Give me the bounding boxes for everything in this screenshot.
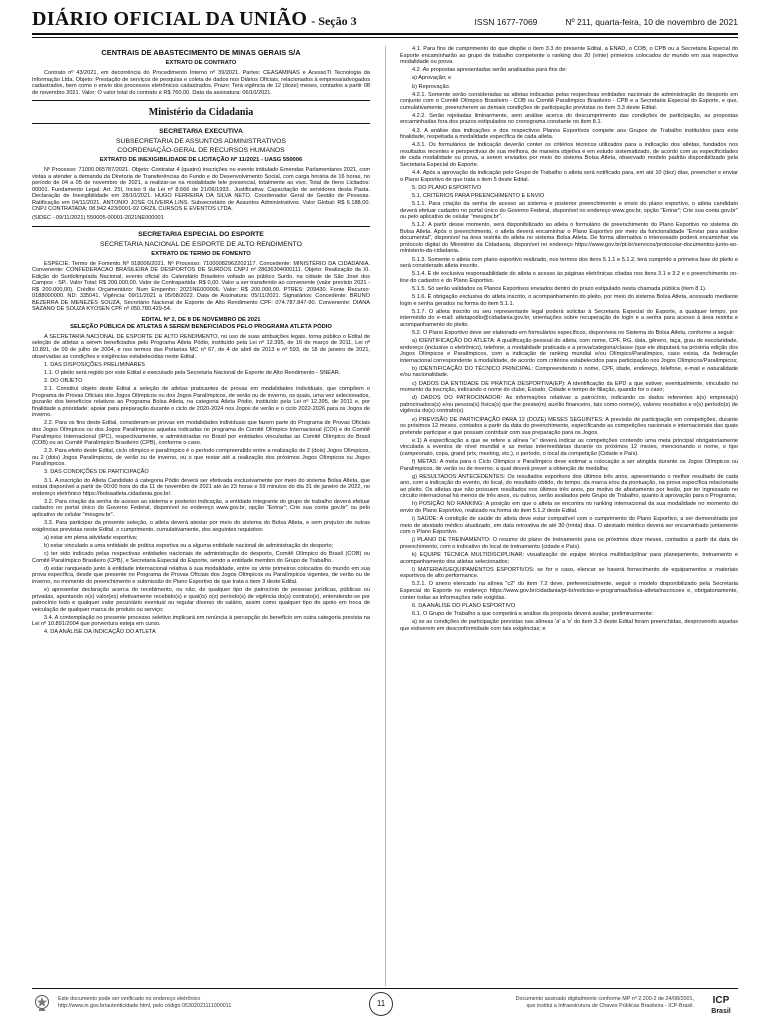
paragraph: k) EQUIPE TÉCNICA MULTIDISCIPLINAR: visualização de equipe técnica multidisciplinar para planejamento, treinamento e acompanhamento dos atletas selecionados;: [400, 552, 738, 565]
edition-date: Nº 211, quarta-feira, 10 de novembro de 2021: [565, 17, 738, 27]
heading-edital-subtitle: SELEÇÃO PÚBLICA DE ATLETAS A SEREM BENEFICIADOS PELO PROGRAMA ATLETA PÓDIO: [70, 323, 332, 330]
page-number: 11: [369, 992, 393, 1016]
footer: [32, 992, 738, 1018]
paragraph-termo-fomento: ESPÉCIE: Termo de Fomento Nº 918006/2021. Nº Processo: 71000082962202117. Concedente: MINISTÉRIO DA CIDADANIA. Convenente: CONFEDERACAO BRASILEIRA DE DESPORTOS DE SURDOS CNPJ nº 28636304000111. Objeto: Realização da XI. Edição do Surdolimpíada Nacional, evento oficial do Calendário Brasileiro voltado ao público Surdo, na cidade de São José dos Campos - SP.. Valor Total: R$ 200.000,00. Valor de Contrapartida: R$ 0,00. Valor a ser transferido ao convenente (valor previsto 2021 - R$ 200.000,00). Crédito Orçamentário: Num Empenho: 2021NE000006. Valor: R$ 200.000,00. PTRES: 209430. Fonte Recurso: 0188000000. ND: 335041. Vigência: 09/11/2021 a 05/08/2022. Data de Assinatura: 05/11/2021. Signatários: Concedente: BRUNO BEZERRA DE MENEZES SOUZA, Secretário Nacional de Esporte de Alto Rendimento CPF: 074.787.847-90. Convenente: DIANA SAZANO DE SOUZA KYOSEN CPF nº 050.780.429-54.: [32, 260, 370, 313]
paragraph: 3.1. A inscrição do Atleta Candidato à categoria Pódio deverá ser efetivada exclusivamente por meio do sistema Bolsa Atleta, que estará disponível a partir de 00:00 hora do dia 11 de novembro de 2021 até às 23 horas e 59 minutos do dia 31 de janeiro de 2022, no endereço eletrônico https://bolsaatleta.cidadania.gov.br/.: [32, 477, 370, 497]
masthead-rule-thin: [32, 37, 738, 38]
coat-of-arms-icon: [34, 994, 50, 1012]
paragraph: 2. DO OBJETO: [44, 378, 83, 384]
paragraph: i) SAÚDE: A condição de saúde do atleta deve estar compatível com o cumprimento do Plano Esportivo, a ser demonstrada por meio de atestado médico atualizado, em data retroativa de até 30 (trinta) dias. O atestado médico deverá ser encaminhado juntamente com o Plano Esportivo.: [400, 516, 738, 536]
paragraph: 3. DAS CONDIÇÕES DE PARTICIPAÇÃO: [44, 469, 149, 476]
footer-signature-note: [516, 996, 694, 1009]
paragraph: A SECRETARIA NACIONAL DE ESPORTE DE ALTO RENDIMENTO, no uso de suas atribuições legais, torna público o Edital de seleção de atletas a serem beneficiados pelo Programa Atleta Pódio, instituído pela Lei nº 12.395, de 16 de março de 2011, Lei nº 10.891, de 09 de julho de 2004, e nos termos das Portarias MC nº 67, de 4 de abril de 2013 e nº 593, de 18 de janeiro de 2021, observadas as condições e exigências estabelecidas neste Edital.: [32, 333, 370, 360]
paragraph: f) METAS: A meta para o Ciclo Olímpico e Paralímpico deve estimar a colocação a ser atingida durante os Jogos Olímpicos ou Paralímpicos, de verão ou de inverno, a qual deverá prever a obtenção de medalha;: [400, 459, 738, 472]
footer-rule: [32, 988, 738, 989]
heading-snear: SECRETARIA NACIONAL DE ESPORTE DE ALTO RENDIMENTO: [100, 240, 302, 248]
footer-verification: [58, 996, 231, 1009]
paragraph: 3.4. A contemplação no presente processo seletivo implicará em renúncia à percepção do benefício em outra categoria prevista na Lei nº 10.891/2004 que porventura esteja em curso.: [32, 614, 370, 628]
paragraph: j) PLANO DE TREINAMENTO: O resumo do plano de treinamento para os próximos doze meses, contados a partir da data do preenchimento, com o indicativo do local de treinamento (cidade e País).: [400, 537, 738, 550]
masthead: [32, 8, 738, 30]
paragraph: b) Reprovação.: [412, 83, 451, 90]
ministry-heading: Ministério da Cidadania: [148, 107, 254, 119]
paragraph-contrato: Contrato nº 43/2021, em decorrência do Procedimento Interno nº 39/2021. Partes: CEASAMINAS e AcessoTI Tecnologia da Informação Ltda. Objeto: Prestação de serviços de pesquisa e coleta de dados nos Diários Oficiais, relacionados à empresa/advogados cadastrados, bem como o envio dos processos eletrônicos cadastrados. Prazo: Terá vigência de 12 (doze) meses, contados a partir 08 de novembro 2021. Valor: O valor total do contrato é R$ 760,00. Data da assinatura: 06/10/2021.: [32, 70, 370, 96]
heading-inexigibilidade: EXTRATO DE INEXIGIBILIDADE DE LICITAÇÃO Nº 11/2021 - UASG 550006: [99, 157, 303, 164]
section-label: - Seção 3: [311, 14, 357, 28]
paragraph: 4.2. As propostas apresentadas serão analisadas para fins de:: [412, 67, 567, 74]
paragraph: d) estar ranqueado junto à entidade internacional relativa à sua modalidade, entre os vinte primeiros colocados do mundo em sua prova específica, desde que presente no Programa de Provas Oficiais dos Jogos Olímpicos ou Paralímpicos vigentes, de verão ou de inverno, no momento do preenchimento e submissão do Plano Esportivo de que trata o item 3 deste Edital.: [32, 565, 370, 585]
right-column: [400, 46, 738, 986]
paragraph: c) DADOS DA ENTIDADE DE PRÁTICA DESPORTIVA(EP): A identificação da EPD a que estiver, eventualmente, vinculado no momento da inscrição, indicando o nome do clube, Estado, Cidade e tempo de filiação, quando for o caso;: [400, 380, 738, 394]
paragraph: 4.3.1. Os formulários de indicação deverão conter os critérios técnicos utilizados para a indicação dos atletas, fundados nos resultados recentes e perspectivas de sua melhora, de maneira objetiva e em estudo sistematizado, de acordo com as especificidades de cada modalidade ou prova, a serem enviados por meio do sistema Bolsa Atleta, observado modelo padrão disponibilizado pela Secretaria Especial do Esporte.: [400, 142, 738, 168]
section-rule: [32, 100, 370, 101]
paragraph: a) IDENTIFICAÇÃO DO ATLETA: A qualificação pessoal do atleta, com nome, CPF, RG, data, gênero, raça, grau de escolaridade, endereço (inclusive o eletrônico), telefone, a modalidade praticada e a prova/categoria/classe (que ele disputará na próxima edição dos Jogos Olímpicos e Paralímpicos, com a indicação de ranking mundial e/ou Olímpico/Paralímpico, caso exista, da federação internacional correspondente à modalidade, de acordo com critérios estabelecidos para participação nos Jogos Olímpicos/Paralímpicos;: [400, 338, 738, 364]
heading-coordenacao: COORDENAÇÃO-GERAL DE RECURSOS HUMANOS: [117, 147, 285, 155]
paragraph: c) ter sido indicado pelas respectivas entidades nacionais de administração do desporto, Comitê Olímpico do Brasil (COB) ou Comitê Paralímpico Brasileiro (CPB), e Secretaria Especial do Esporte, sendo a entidade membro do Grupo de Trabalho.: [32, 551, 370, 564]
org-heading-ceasa: CENTRAIS DE ABASTECIMENTO DE MINAS GERAIS S/A: [101, 48, 301, 57]
paragraph-inexigibilidade: Nº Processo: 71000.065787/2021. Objeto: Contratar 4 (quatro) inscrições no evento intitulado Emendas Parlamentares 2021, com vistas a atender a demanda da Diretoria de Transferências do Fundo e do Desenvolvimento Social, com carga horária de 16 horas, no período de 04 a 05 de novembro de 2021, a realizar-se na modalidade tele presencial, totalmente ao vivo. Total de Itens Licitados: 00001. Fundamento Legal: Art. 25I, Inciso II da Lei nº 8.666 de 21/06/1993.. Justificativa: Capacitação de servidores desta Pasta. Declaração de Inexigibilidade em 28/10/2021. HUGO FERREIRA DA SILVA NETO. Coordenador Geral de Gestão de Pessoas. Ratificação em 04/11/2021. ANTONIO JOSE OLIVEIRA LINS. Subsecretário de Assuntos Administrativos. Valor Global: R$ 6.188,00. CNPJ CONTRATADA: 08.942.423/0001-92 ORZIL CURSOS E EVENTOS LTDA.: [32, 167, 370, 213]
footer-verification-line: Este documento pode ser verificado no endereço eletrônico: [58, 996, 201, 1002]
masthead-info: [475, 17, 738, 27]
paragraph: 1.1. O pleito será regido por este Edital e executado pela Secretaria Nacional de Esporte de Alto Rendimento - SNEAR.: [44, 369, 341, 376]
paragraph: 5.1.1. Para criação da senha de acesso ao sistema e posterior preenchimento e envio do plano esportivo, o atleta candidato deverá efetuar cadastro no portal único do Governo Federal, disponível no endereço www.gov.br, opção "Entrar"; Crie sua conta gov.br" ou pelo aplicativo de celular "meugov.br".: [400, 201, 738, 221]
section-rule: [32, 226, 370, 227]
paragraph: 5.2. O Plano Esportivo deve ser elaborado em formulários específicos, disponíveis no Sistema do Bolsa Atleta, conforme a seguir:: [412, 330, 735, 337]
heading-subsecretaria: SUBSECRETARIA DE ASSUNTOS ADMINISTRATIVOS: [116, 138, 286, 146]
paragraph: d) DADOS DO PATROCINADOR: As informações relativas a patrocínio, indicando os dados referentes à(s) empresa(s) patrocinadora(s) e/ou pessoa(s) física(s) que lhe preste(m) auxílio financeiro, tais como nome(s), valores recebidos e o(s) período(s) de vigência do(s) contrato(s).: [400, 395, 738, 415]
paragraph: a) estar em plena atividade esportiva;: [44, 534, 138, 541]
paragraph: a) se as condições de participação previstas nas alíneas 'a' a 'e' do item 3.3 deste Edital foram preenchidas, desprovendo aquelas que estiverem em desconformidade com tais exigências; e: [400, 618, 738, 632]
paragraph: 4.2.2. Serão rejeitadas liminarmente, sem análise acerca do descumprimento das condições de participação, as propostas encaminhadas fora dos prazos estipulados no cronograma constante no item 8.1.: [400, 112, 738, 126]
footer-signature-line: que institui a Infraestrutura de Chaves Públicas Brasileira - ICP-Brasil.: [526, 1002, 694, 1009]
paragraph: 2.3. Para efeito deste Edital, ciclo olímpico e paralímpico é o período compreendido entre a realização de 2 (dois) Jogos Olímpicos, ou 2 (dois) Jogos Paralímpicos, de verão ou de inverno, ou o que restar até a realização dos próximos Jogos Olímpicos ou Jogos Paralímpicos.: [32, 448, 370, 468]
heading-extrato-contrato: EXTRATO DE CONTRATO: [165, 60, 237, 66]
paragraph: 2.1. Constitui objeto deste Edital a seleção de atletas praticantes de provas em modalidades individuais, que compõem o Programa de Provas Oficiais dos Jogos Olímpicos ou dos Jogos Paralímpicos, de verão ou de inverno, os quais, uma vez selecionados, gozarão dos benefícios relativos ao Programa Bolsa Atleta, na categoria Atleta Pódio, instituído pela Lei nº 12.395, de 2011 e, por finalidade a prioridade: apoiar para preparação durante o ciclo de 2020-2024 nos Jogos de verão e o ciclo 2022-2026 para os Jogos de inverno.: [32, 386, 370, 419]
paragraph: 5. DO PLANO ESPORTIVO: [412, 184, 482, 191]
paragraph: 5.2.1. O anexo elencado na alínea "c2" do item 7.2 deve, preferencialmente, seguir o modelo disponibilizado pela Secretaria Especial do Esporte no endereço https://www.gov.br/cidadania/pt-br/noticias-e-programas/bolsa-atleta/inscricoes e, obrigatoriamente, conter todas as informações nele exigidas.: [400, 581, 738, 601]
paragraph: e.1) A especificação a que se refere a alínea "e" deverá indicar as competições contendo uma meta principal obrigatoriamente vinculada a eventos de nível mundial e as metas intermediárias durante os próximos 12 meses, mencionando o nome, o tipo (campeonato, copa, grand prix, meeting, etc.), o período, o local da competição (Cidade e País).: [400, 437, 738, 457]
paragraph: b) estar vinculado a uma entidade de prática esportiva ou a alguma entidade nacional de administração do desporto;: [44, 542, 334, 549]
paragraph: e) apresentar declaração acerca do recebimento, ou não, de qualquer tipo de patrocínio de pessoas jurídicas, públicas ou privadas, apontando o(s) valor(es) efetivamente recebido(s) e qual(is) o(s) período(s) de vigência do(s) contrato(s), entendendo-se por patrocínio todo e qualquer valor pecuniário eventual ou regular diverso do salário, assim como qualquer tipo de apoio em troca de veiculação de qualquer marca de produto ou serviço;: [32, 586, 370, 613]
paragraph: 3.2. Para criação da senha de acesso ao sistema e posterior indicação, a entidade integrante do grupo de trabalho deverá efetuar cadastro no portal único do Governo Federal, disponível no endereço www.gov.br, opção "Entrar"; Crie sua conta gov.br" ou pelo aplicativo de celular "meugov.br".: [32, 498, 370, 518]
paragraph: b) IDENTIFICAÇÃO DO TÉCNICO PRINCIPAL: Compreendendo o nome, CPF, idade, endereço, telefone, e-mail e naturalidade e/ou nacionalidade.: [400, 365, 738, 379]
paragraph: 1. DAS DISPOSIÇÕES PRELIMINARES: [44, 361, 146, 368]
paragraph: 6. DA ANÁLISE DO PLANO ESPORTIVO: [412, 602, 516, 609]
paragraph: 5.1.7. O atleta inscrito ou seu representante legal poderá solicitar à Secretaria Especial do Esporte, a qualquer tempo, por intermédio do e-mail: atletapodio@cidadania.gov.br, orientações sobre recuperação de login e a senha para acesso à área restrita e acompanhamento do pleito.: [400, 308, 738, 328]
masthead-rule: [32, 33, 738, 35]
paragraph: 3.3. Para participar da presente seleção, o atleta deverá atestar por meio do sistema do Bolsa Atleta, e sem prejuízo de outras exigências previstas neste Edital, o cumprimento, cumulativamente, dos seguintes requisitos:: [32, 520, 370, 533]
paragraph: 4.1. Para fins de cumprimento do que dispõe o item 3.3 do presente Edital, a ENAD, o COB, o CPB ou a Secretaria Especial do Esporte encaminharão ao grupo de trabalho competente o ranking dos 20 (vinte) primeiros colocados do mundo em sua respectiva modalidade ou prova.: [400, 46, 738, 66]
heading-secretaria-esporte: SECRETARIA ESPECIAL DO ESPORTE: [138, 230, 264, 238]
paragraph: g) RESULTADOS ANTECEDENTES: Os resultados esportivos dos últimos três anos, apresentando o melhor resultado de cada ano, com a indicação do evento, do local, do resultado obtido, do tempo, da marca e/ou da pontuação, na prova específica relacionada ao pleito. Os atletas que não possuem resultados nos últimos três anos, por motivo de afastamento por lesão, por ter ingressado no circuito internacional há menos de três anos, ou outros, serão avaliados pelo Grupo de Trabalho, quanto à aprovação para o Programa;: [400, 473, 738, 500]
paragraph: 5.1.2. A partir desse momento, será disponibilizado ao atleta o formulário de preenchimento do Plano Esportivo no sistema do Bolsa Atleta. Após o preenchimento, o atleta deverá encaminhar o Plano Esportivo por meio da funcionalidade "Enviar para análise documental", disponível na área restrita do atleta no sistema Bolsa Atleta. De forma alternativa o interessado poderá encaminhar via protocolo digital do Ministério da Cidadania, disponível no endereço https://www.gov.br/pt-br/servicos/protocolar-documentos-junto-ao-ministerio-da-cidadania.: [400, 222, 738, 255]
icp-logo-subtext: Brasil: [711, 1008, 731, 1015]
paragraph: e) PREVISÃO DE PARTICIPAÇÃO PARA 12 (DOZE) MESES SEGUINTES: A previsão de participação em competições, durante os próximos 12 meses, contados a partir da data do preenchimento, especificando as competições nacionais e internacionais das quais pretende participar e que possam contribuir com sua preparação para os Jogos.: [400, 416, 738, 436]
heading-termo-fomento: EXTRATO DE TERMO DE FOMENTO: [151, 250, 251, 257]
icp-brasil-logo: [704, 992, 738, 1016]
paragraph: 5.1. CRITÉRIOS PARA PREENCHIMENTO E ENVIO: [412, 192, 545, 199]
paragraph: 5.1.4. É de exclusiva responsabilidade do atleta o acesso às páginas eletrônicas citadas nos itens 3.1 e 3.2 e o preenchimento on-line do cadastro e do Plano Esportivo.: [400, 271, 738, 284]
paragraph: h) POSIÇÃO NO RANKING: A posição em que o atleta se encontra no ranking internacional da sua modalidade no momento do envio do Plano Esportivo, realizado na forma do item 5.1.2 deste Edital.: [400, 501, 738, 515]
paragraph: 2.2. Para os fins deste Edital, consideram-se provas em modalidades individuais que fazem parte do Programa de Provas Oficiais dos Jogos Olímpicos ou dos Jogos Paralímpicos aquelas indicadas no programa do Comitê Olímpico Internacional (COI) e do Comitê Paralímpico Internacional (IPC), respectivamente, e administradas no Brasil por entidades vinculadas ao Comitê Olímpico do Brasil (COB) ou ao Comitê Paralímpico Brasileiro (CPB), conforme o caso.: [32, 420, 370, 447]
paragraph: 5.1.5. Só serão validados os Planos Esportivos enviados dentro do prazo estipulado nesta chamada pública (item 8.1).: [412, 285, 707, 292]
paragraph: 5.1.3. Somente o atleta com plano esportivo realizado, nos termos dos itens 5.1.1 e 5.1.2, terá cumprido a primeira fase do pleito e será considerado atleta inscrito.: [400, 256, 738, 270]
edital-body-left: [32, 334, 370, 636]
heading-secretaria-executiva: SECRETARIA EXECUTIVA: [159, 128, 243, 136]
footer-verification-url[interactable]: http://www.in.gov.br/autenticidade.html, pelo código 05302021111000011: [58, 1002, 232, 1009]
issn: ISSN 1677-7069: [474, 17, 538, 27]
newspaper-title: DIÁRIO OFICIAL DA UNIÃO: [32, 8, 308, 30]
paragraph: 4.2.1. Somente serão consideradas as atletas indicadas pelas respectivas entidades nacionais de administração do desporto em conjunto com o Comitê Olímpico Brasileiro - COB ou Comitê Paralímpico Brasileiro - CPB e a Secretaria Especial do Esporte, e que, cumulativamente, preencherem as demais condições de participação previstas no item 3.3 deste Edital.: [400, 91, 738, 111]
paragraph: 4.3. A análise das indicações e dos respectivos Planos Esportivos compete aos Grupos de Trabalho instituídos para esta finalidade, respeitada a modalidade específica de cada atleta.: [400, 127, 738, 141]
paragraph: l) MATERIAIS/EQUIPAMENTOS ESPORTIVOS: se for o caso, elencar se haverá fornecimento de equipamentos e materiais esportivos de alto performance.: [400, 566, 738, 580]
section-rule: [32, 123, 370, 124]
left-column: [32, 46, 370, 986]
footer-signature-line: Documento assinado digitalmente conforme MP nº 2.200-2 de 24/08/2001,: [515, 996, 694, 1002]
heading-edital: EDITAL Nº 2, DE 8 DE NOVEMBRO DE 2021: [141, 316, 261, 323]
paragraph: a) Aprovação; e: [412, 75, 452, 82]
paragraph-sidec: (SIDEC - 09/11/2021) 550005-00001-2021NE000001: [32, 215, 164, 222]
paragraph: 5.1.6. É obrigação exclusiva do atleta inscrito, o acompanhamento do pleito, por meio do sistema Bolsa Atleta, acessado mediante login e senha gerados na forma do item 5.1.1.: [400, 294, 738, 307]
paragraph: 4.4. Após a aprovação da indicação pelo Grupo de Trabalho o atleta será notificado para, em até 10 (dez) dias, preencher e enviar o Plano Esportivo de que trata o item 5 deste Edital.: [400, 170, 738, 183]
paragraph: 4. DA ANÁLISE DA INDICAÇÃO DO ATLETA: [44, 629, 156, 636]
paragraph: 6.1. O Grupo de Trabalho a que competirá a análise da proposta deverá avaliar, preliminarmente:: [412, 610, 654, 617]
column-divider: [385, 46, 386, 986]
icp-logo-text: ICP: [712, 995, 730, 1006]
